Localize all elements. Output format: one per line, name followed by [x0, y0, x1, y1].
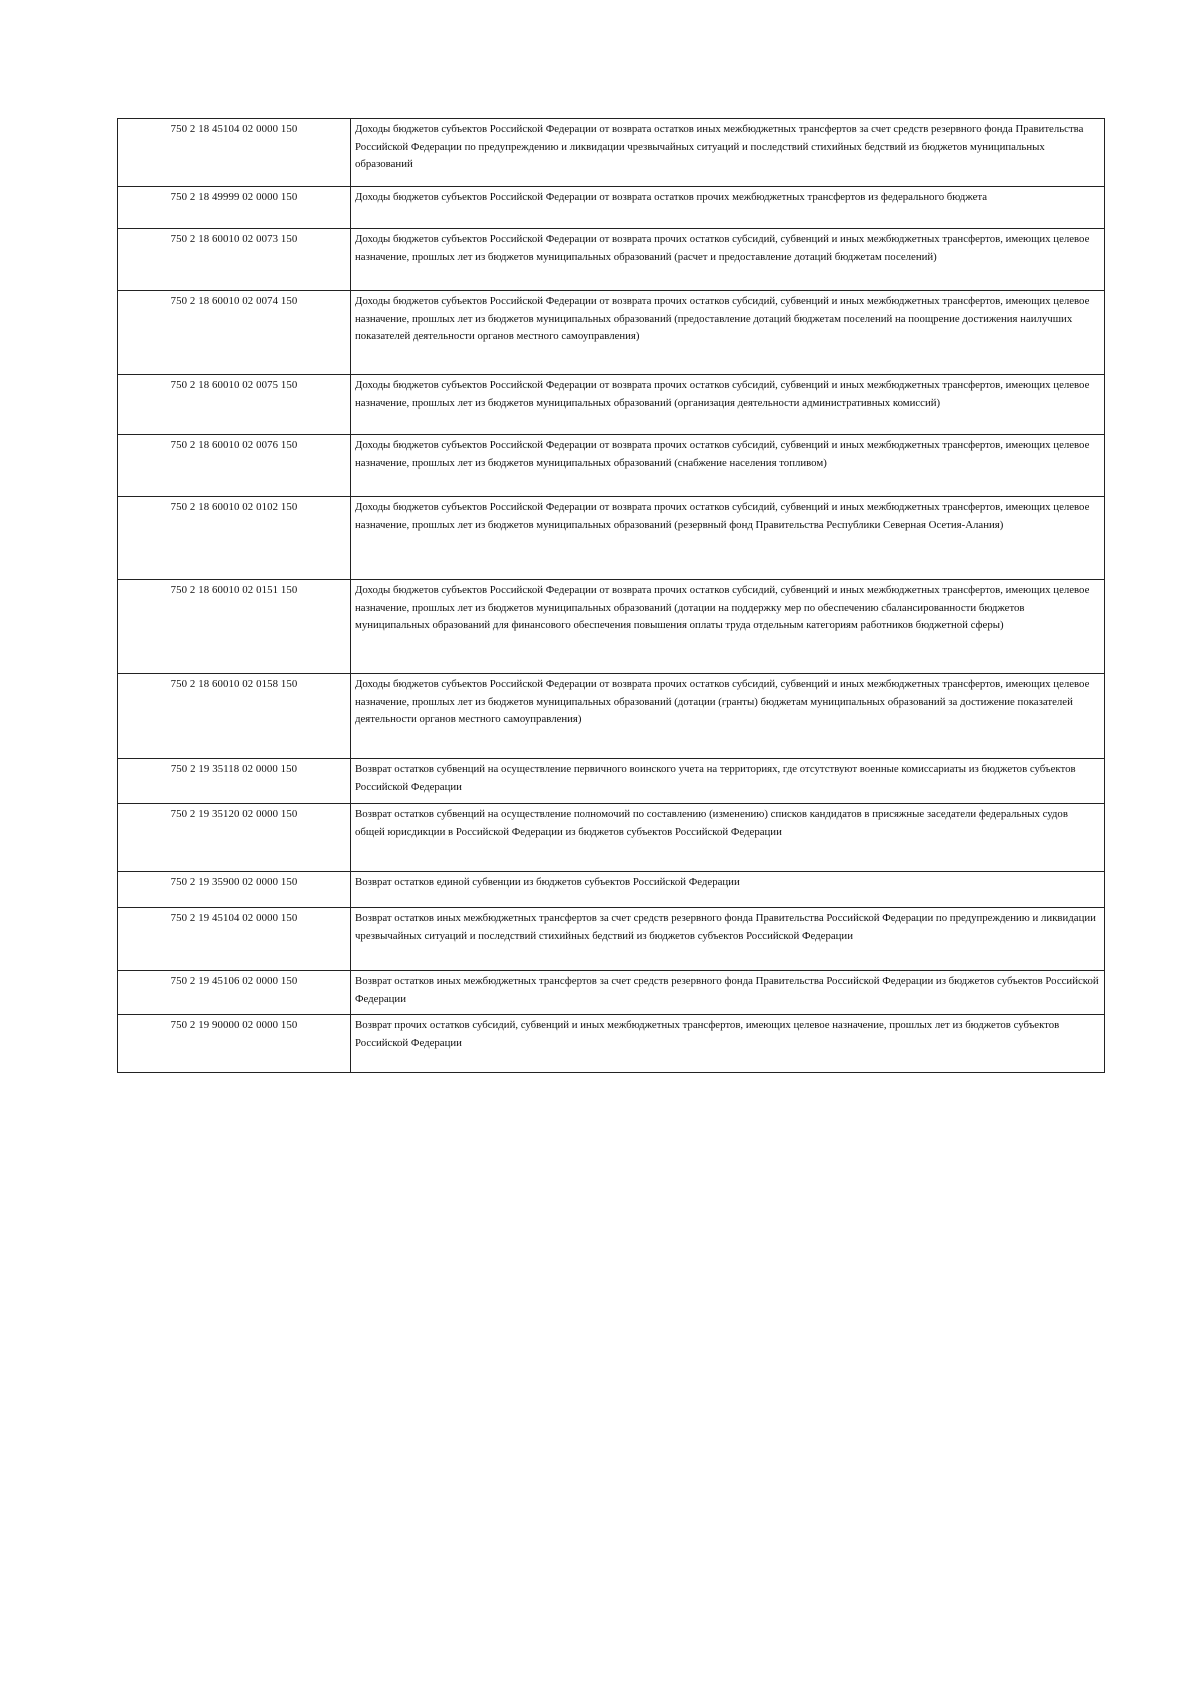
table-row — [118, 291, 1105, 375]
description-cell: Доходы бюджетов субъектов Российской Федерации от возврата прочих остатков субсидий, субвенций и иных межбюджетных трансфертов, имеющих целевое назначение, прошлых лет из бюджетов муниципальных образований (дотации на поддержку мер по обеспечению сбалансированности бюджетов муниципальных образований для финансового обеспечения повышения оплаты труда отдельным категориям работников бюджетной сферы) — [351, 580, 1105, 674]
description-cell: Доходы бюджетов субъектов Российской Федерации от возврата прочих остатков субсидий, субвенций и иных межбюджетных трансфертов, имеющих целевое назначение, прошлых лет из бюджетов муниципальных образований (снабжение населения топливом) — [351, 435, 1105, 497]
description-cell: Доходы бюджетов субъектов Российской Федерации от возврата прочих остатков субсидий, субвенций и иных межбюджетных трансфертов, имеющих целевое назначение, прошлых лет из бюджетов муниципальных образований (дотации (гранты) бюджетам муниципальных образований за достижение показателей деятельности органов местного самоуправления) — [351, 674, 1105, 759]
budget-code-cell: 750 2 18 60010 02 0073 150 — [118, 229, 351, 291]
table-row — [118, 435, 1105, 497]
description-cell: Возврат остатков единой субвенции из бюджетов субъектов Российской Федерации — [351, 872, 1105, 908]
description-cell: Доходы бюджетов субъектов Российской Федерации от возврата прочих остатков субсидий, субвенций и иных межбюджетных трансфертов, имеющих целевое назначение, прошлых лет из бюджетов муниципальных образований (организация деятельности административных комиссий) — [351, 375, 1105, 435]
description-cell: Доходы бюджетов субъектов Российской Федерации от возврата прочих остатков субсидий, субвенций и иных межбюджетных трансфертов, имеющих целевое назначение, прошлых лет из бюджетов муниципальных образований (резервный фонд Правительства Республики Северная Осетия-Алания) — [351, 497, 1105, 580]
table-row — [118, 908, 1105, 971]
budget-code-cell: 750 2 18 60010 02 0102 150 — [118, 497, 351, 580]
table-row — [118, 1015, 1105, 1073]
budget-code-cell: 750 2 18 49999 02 0000 150 — [118, 187, 351, 229]
table-row — [118, 187, 1105, 229]
budget-code-cell: 750 2 19 45106 02 0000 150 — [118, 971, 351, 1015]
description-cell: Возврат остатков иных межбюджетных трансфертов за счет средств резервного фонда Правительства Российской Федерации по предупреждению и ликвидации чрезвычайных ситуаций и последствий стихийных бедствий из бюджетов субъектов Российской Федерации — [351, 908, 1105, 971]
table-row — [118, 804, 1105, 872]
description-cell: Доходы бюджетов субъектов Российской Федерации от возврата прочих остатков субсидий, субвенций и иных межбюджетных трансфертов, имеющих целевое назначение, прошлых лет из бюджетов муниципальных образований (предоставление дотаций бюджетам поселений на поощрение достижения наилучших показателей деятельности органов местного самоуправления) — [351, 291, 1105, 375]
table-row — [118, 971, 1105, 1015]
budget-code-cell: 750 2 18 60010 02 0074 150 — [118, 291, 351, 375]
description-cell: Доходы бюджетов субъектов Российской Федерации от возврата остатков иных межбюджетных трансфертов за счет средств резервного фонда Правительства Российской Федерации по предупреждению и ликвидации чрезвычайных ситуаций и последствий стихийных бедствий из бюджетов муниципальных образований — [351, 119, 1105, 187]
budget-code-cell: 750 2 18 60010 02 0158 150 — [118, 674, 351, 759]
budget-code-cell: 750 2 18 60010 02 0076 150 — [118, 435, 351, 497]
description-cell: Доходы бюджетов субъектов Российской Федерации от возврата остатков прочих межбюджетных трансфертов из федерального бюджета — [351, 187, 1105, 229]
budget-codes-table — [117, 118, 1105, 1073]
description-cell: Доходы бюджетов субъектов Российской Федерации от возврата прочих остатков субсидий, субвенций и иных межбюджетных трансфертов, имеющих целевое назначение, прошлых лет из бюджетов муниципальных образований (расчет и предоставление дотаций бюджетам поселений) — [351, 229, 1105, 291]
table-row — [118, 229, 1105, 291]
budget-code-cell: 750 2 19 35120 02 0000 150 — [118, 804, 351, 872]
table-row — [118, 674, 1105, 759]
budget-code-cell: 750 2 19 35118 02 0000 150 — [118, 759, 351, 804]
table-row — [118, 872, 1105, 908]
budget-code-cell: 750 2 18 60010 02 0075 150 — [118, 375, 351, 435]
budget-code-cell: 750 2 18 60010 02 0151 150 — [118, 580, 351, 674]
description-cell: Возврат прочих остатков субсидий, субвенций и иных межбюджетных трансфертов, имеющих целевое назначение, прошлых лет из бюджетов субъектов Российской Федерации — [351, 1015, 1105, 1073]
description-cell: Возврат остатков субвенций на осуществление первичного воинского учета на территориях, где отсутствуют военные комиссариаты из бюджетов субъектов Российской Федерации — [351, 759, 1105, 804]
table-row — [118, 119, 1105, 187]
description-cell: Возврат остатков субвенций на осуществление полномочий по составлению (изменению) списков кандидатов в присяжные заседатели федеральных судов общей юрисдикции в Российской Федерации из бюджетов субъектов Российской Федерации — [351, 804, 1105, 872]
description-cell: Возврат остатков иных межбюджетных трансфертов за счет средств резервного фонда Правительства Российской Федерации из бюджетов субъектов Российской Федерации — [351, 971, 1105, 1015]
table-row — [118, 580, 1105, 674]
table-row — [118, 375, 1105, 435]
budget-code-cell: 750 2 19 90000 02 0000 150 — [118, 1015, 351, 1073]
budget-code-cell: 750 2 19 35900 02 0000 150 — [118, 872, 351, 908]
budget-code-cell: 750 2 19 45104 02 0000 150 — [118, 908, 351, 971]
budget-code-cell: 750 2 18 45104 02 0000 150 — [118, 119, 351, 187]
table-row — [118, 759, 1105, 804]
table-row — [118, 497, 1105, 580]
